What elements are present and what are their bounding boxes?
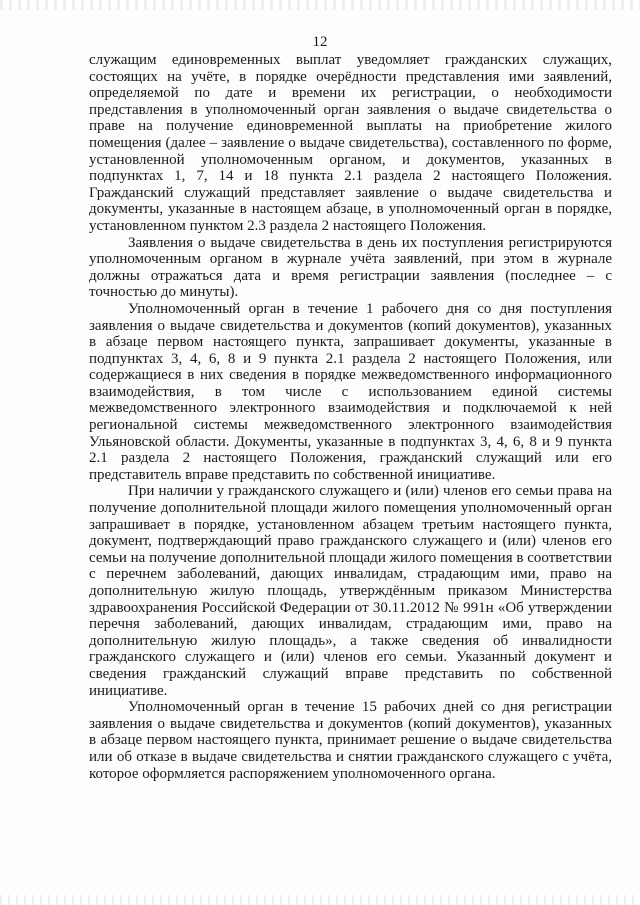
paragraph-4: При наличии у гражданского служащего и (или) членов его семьи права на получение дополнительной площади жилого помещения уполномоченный орган запрашивает в порядке, установленном абзацем третьим настоящего пункта, документ, подтверждающий право гражданского служащего и (или) членов его семьи на получение дополнительной площади жилого помещения в соответствии с перечнем заболеваний, дающих инвалидам, страдающим ими, право на дополнительную жилую площадь, утверждённым приказом Министерства здравоохранения Российской Федерации от 30.11.2012 № 991н «Об утверждении перечня заболеваний, дающих инвалидам, страдающим ими, право на дополнительную жилую площадь», а также сведения об инвалидности гражданского служащего и (или) членов его семьи. Указанный документ и сведения гражданский служащий вправе представить по собственной инициативе.	[89, 483, 612, 699]
page-number: 12	[312, 34, 328, 50]
paragraph-1: служащим единовременных выплат уведомляет гражданских служащих, состоящих на учёте, в порядке очерёдности представления ими заявлений, определяемой по дате и времени их регистрации, о необходимости представления в уполномоченный орган заявления о выдаче свидетельства о праве на получение единовременной выплаты на приобретение жилого помещения (далее – заявление о выдаче свидетельства), составленного по форме, установленной уполномоченным органом, и документов, указанных в подпунктах 1, 7, 14 и 18 пункта 2.1 раздела 2 настоящего Положения. Гражданский служащий представляет заявление о выдаче свидетельства и документы, указанные в настоящем абзаце, в уполномоченный орган в порядке, установленном пунктом 2.3 раздела 2 настоящего Положения.	[89, 52, 612, 234]
paragraph-3: Уполномоченный орган в течение 1 рабочего дня со дня поступления заявления о выдаче свидетельства и документов (копий документов), указанных в абзаце первом настоящего пункта, запрашивает документы, указанные в подпунктах 3, 4, 6, 8 и 9 пункта 2.1 раздела 2 настоящего Положения, или содержащиеся в них сведения в порядке межведомственного информационного взаимодействия, в том числе с использованием единой системы межведомственного электронного взаимодействия и подключаемой к ней региональной системы межведомственного электронного взаимодействия Ульяновской области. Документы, указанные в подпунктах 3, 4, 6, 8 и 9 пункта 2.1 раздела 2 настоящего Положения, гражданский служащий или его представитель вправе представить по собственной инициативе.	[89, 300, 612, 483]
paragraph-2: Заявления о выдаче свидетельства в день их поступления регистрируются уполномоченным органом в журнале учёта заявлений, при этом в журнале должны отражаться дата и время регистрации заявления (последнее – с точностью до минуты).	[89, 234, 612, 301]
scan-top-edge	[0, 0, 640, 10]
scan-bottom-edge	[0, 895, 640, 905]
paragraph-5: Уполномоченный орган в течение 15 рабочих дней со дня регистрации заявления о выдаче свидетельства и документов (копий документов), указанных в абзаце первом настоящего пункта, принимает решение о выдаче свидетельства или об отказе в выдаче свидетельства и снятии гражданского служащего с учёта, которое оформляется распоряжением уполномоченного органа.	[89, 699, 612, 782]
document-body	[89, 52, 612, 782]
